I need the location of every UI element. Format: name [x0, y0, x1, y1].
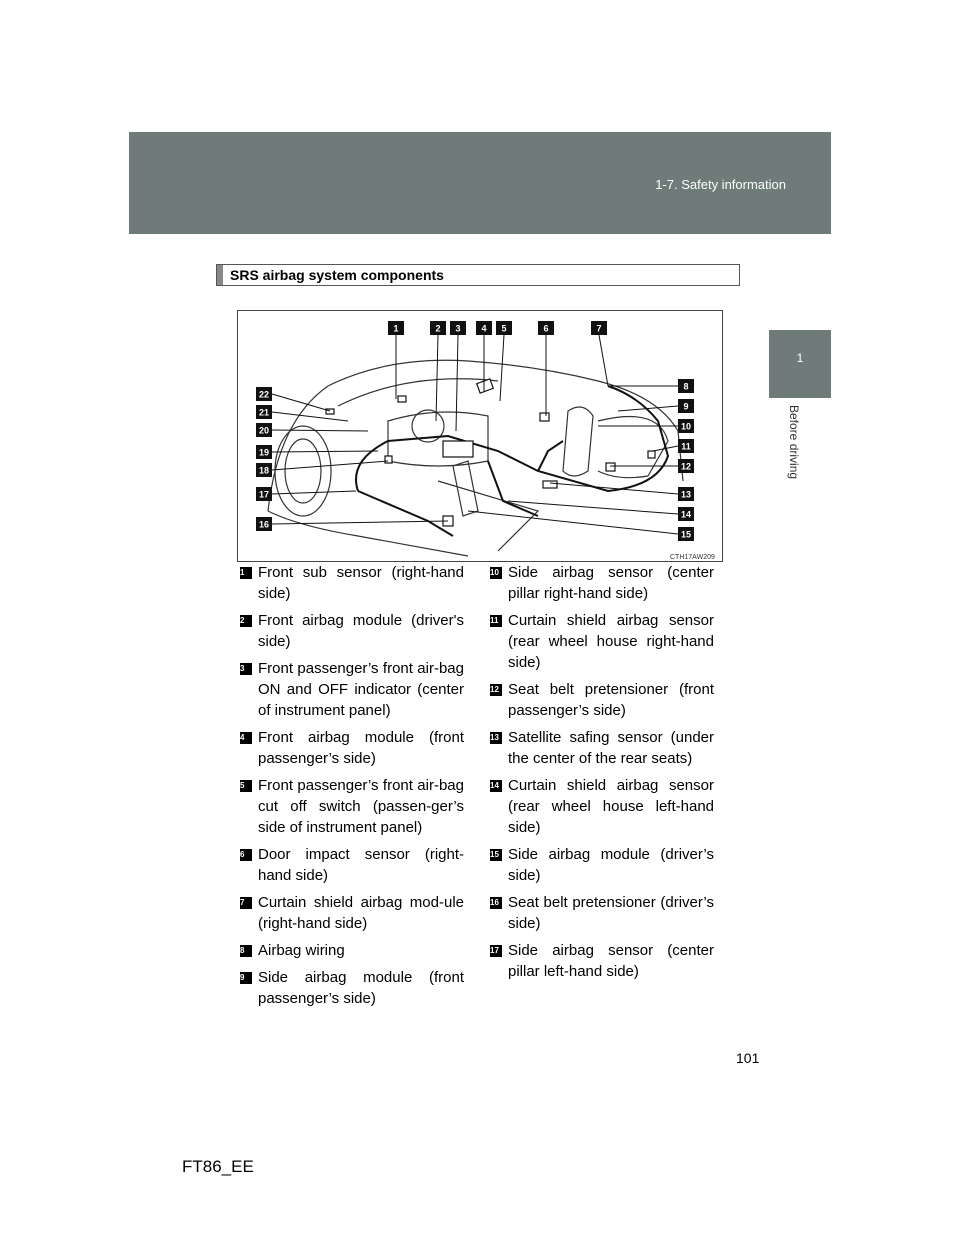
legend-item [490, 679, 714, 721]
legend-item [490, 610, 714, 673]
callout-badge: 11 [490, 615, 502, 627]
callout-badge: 10 [490, 567, 502, 579]
callout-badge: 3 [240, 663, 252, 675]
legend-text: Seat belt pretensioner (front passenger’s side) [508, 681, 714, 719]
legend-item [240, 610, 464, 652]
legend-text: Front sub sensor (right-hand side) [258, 564, 464, 602]
callout-number: 18 [258, 465, 270, 476]
legend-item [490, 562, 714, 604]
legend-text: Side airbag module (driver’s side) [508, 846, 714, 884]
callout-number: 19 [258, 447, 270, 458]
callout-badge: 12 [490, 684, 502, 696]
callout-badge: 1 [240, 567, 252, 579]
callout-badge: 7 [240, 897, 252, 909]
callout-number: 7 [596, 323, 602, 334]
callout-number: 2 [435, 323, 441, 334]
callout-number: 20 [258, 425, 270, 436]
legend-text: Satellite safing sensor (under the center of the rear seats) [508, 729, 714, 767]
callout-badge: 16 [490, 897, 502, 909]
callout-number: 9 [683, 401, 689, 412]
legend-item [240, 562, 464, 604]
legend-text: Curtain shield airbag sensor (rear wheel house left-hand side) [508, 777, 714, 836]
title-accent-bar [217, 265, 223, 285]
callout-badge: 9 [240, 972, 252, 984]
legend-item [240, 727, 464, 769]
document-code: FT86_EE [182, 1157, 254, 1176]
callout-leader-line [272, 430, 368, 431]
chapter-tab [769, 330, 831, 398]
legend-text: Side airbag sensor (center pillar left-hand side) [508, 942, 714, 980]
callout-badge: 14 [490, 780, 502, 792]
callout-badge: 2 [240, 615, 252, 627]
callout-badge: 5 [240, 780, 252, 792]
callout-number: 5 [501, 323, 507, 334]
car-illustration [238, 311, 723, 562]
callout-leader-line [550, 483, 678, 494]
legend-text: Door impact sensor (right-hand side) [258, 846, 464, 884]
section-title [216, 264, 740, 286]
callout-number: 21 [258, 407, 270, 418]
callout-number: 4 [481, 323, 487, 334]
legend-item [240, 658, 464, 721]
legend-text: Side airbag module (front passenger’s side) [258, 969, 464, 1007]
callout-badge: 15 [490, 849, 502, 861]
legend-text: Seat belt pretensioner (driver’s side) [508, 894, 714, 932]
callout-leader-line [599, 335, 608, 386]
legend-text: Front airbag module (front passenger’s side) [258, 729, 464, 767]
callout-number: 12 [680, 461, 692, 472]
legend-text: Front passenger’s front air-bag cut off switch (passen-ger’s side of instrument panel) [258, 777, 464, 836]
callout-number: 10 [680, 421, 692, 432]
callout-badge: 8 [240, 945, 252, 957]
legend-item [240, 892, 464, 934]
callout-badge: 4 [240, 732, 252, 744]
legend-text: Airbag wiring [258, 942, 345, 959]
legend-item [490, 940, 714, 982]
legend-item [490, 892, 714, 934]
legend-text: Front airbag module (driver's side) [258, 612, 464, 650]
callout-number: 13 [680, 489, 692, 500]
section-title-text: SRS airbag system components [230, 267, 444, 283]
callout-leader-line [508, 501, 678, 514]
callout-leader-line [436, 335, 438, 421]
section-breadcrumb: 1-7. Safety information [655, 177, 786, 192]
callout-number: 15 [680, 529, 692, 540]
callout-number: 6 [543, 323, 549, 334]
legend-item [240, 967, 464, 1009]
legend-text: Curtain shield airbag mod-ule (right-hand side) [258, 894, 464, 932]
callout-number: 22 [258, 389, 270, 400]
legend-item [490, 727, 714, 769]
callout-leader-line [272, 412, 348, 421]
callout-number: 1 [393, 323, 399, 334]
chapter-number: 1 [796, 351, 804, 365]
legend-item [490, 844, 714, 886]
callout-number: 11 [681, 441, 691, 452]
callout-leader-line [500, 335, 504, 401]
callout-number: 8 [683, 381, 689, 392]
legend-item [240, 844, 464, 886]
callout-number: 16 [258, 519, 270, 530]
callout-number: 14 [680, 509, 692, 520]
callout-number: 3 [455, 323, 461, 334]
legend-left-column [240, 562, 464, 1015]
legend-item [240, 940, 464, 961]
callout-badge: 6 [240, 849, 252, 861]
callout-leader-line [456, 335, 458, 431]
callout-leader-line [272, 451, 378, 452]
legend-text: Front passenger’s front air-bag ON and OFF indicator (center of instrument panel) [258, 660, 464, 719]
airbag-diagram [237, 310, 723, 562]
page-header [129, 132, 831, 234]
legend-item [240, 775, 464, 838]
callout-leader-line [272, 491, 356, 494]
callout-leader-line [272, 394, 330, 411]
legend-text: Side airbag sensor (center pillar right-hand side) [508, 564, 714, 602]
page-number: 101 [736, 1050, 760, 1066]
legend-item [490, 775, 714, 838]
callout-leader-line [468, 511, 678, 534]
chapter-label: Before driving [787, 405, 801, 480]
legend-text: Curtain shield airbag sensor (rear wheel house right-hand side) [508, 612, 714, 671]
legend-right-column [490, 562, 714, 988]
callout-number: 17 [258, 489, 270, 500]
callout-badge: 13 [490, 732, 502, 744]
figure-code: CTH17AW209 [670, 554, 715, 561]
callout-badge: 17 [490, 945, 502, 957]
